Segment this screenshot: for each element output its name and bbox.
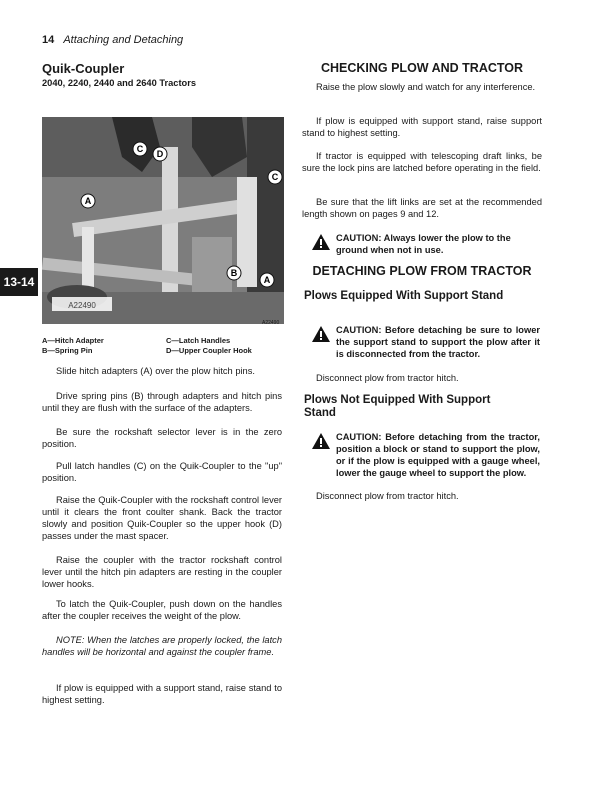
legend-a: A—Hitch Adapter [42,336,104,345]
page-number: 14 [42,34,55,46]
caution-lower-plow-text: CAUTION: Always lower the plow to the ground when not in use. [336,233,511,255]
legend-d: D—Upper Coupler Hook [166,346,252,355]
para-telescoping-links: If tractor is equipped with telescoping draft links, be sure the lock pins are latched before operating in the field. [302,151,542,173]
para-raise-coupler: Raise the Quik-Coupler with the rockshaft control lever until it clears the front coulter shank. Back the tractor slowly and position Quik-Coupler so the upper hook (D) passes under the mast spacer. [42,495,282,541]
callout-a-right: A [263,275,271,285]
para-drive-spring-pins: Drive spring pins (B) through adapters and hitch pins until they are flush with the surface of the adapters. [42,391,282,413]
quik-coupler-heading-block [42,61,196,88]
para-disconnect-1: Disconnect plow from tractor hitch. [316,373,459,383]
section-tab: 13-14 [0,268,38,296]
para-support-stand: If plow is equipped with support stand, raise support stand to highest setting. [302,116,542,138]
callout-b: B [230,268,238,278]
without-stand-heading: Plows Not Equipped With Support Stand [304,394,491,419]
legend-b: B—Spring Pin [42,346,93,355]
para-slide-adapters: Slide hitch adapters (A) over the plow hitch pins. [56,366,255,376]
para-pull-latch: Pull latch handles (C) on the Quik-Coupler to the "up" position. [42,461,282,483]
tractor-models-subheading: 2040, 2240, 2440 and 2640 Tractors [42,78,197,88]
note-latches: NOTE: When the latches are properly locked, the latch handles will be horizontal and against the coupler frame. [42,635,282,657]
para-disconnect-2: Disconnect plow from tractor hitch. [316,491,459,501]
quik-coupler-heading: Quik-Coupler [42,61,125,76]
warning-triangle-icon [312,326,330,342]
legend-c: C—Latch Handles [166,336,231,345]
figure-code: A22490 [68,301,96,310]
para-lift-links: Be sure that the lift links are set at the recommended length shown on pages 9 and 12. [302,197,542,219]
quik-coupler-photo [42,117,284,324]
caution-lower-stand-text: CAUTION: Before detaching be sure to lower the support stand to support the plow after it is disconnected from the tractor. [336,325,540,359]
figure-legend [42,336,282,356]
callout-c-top: C [136,144,144,154]
with-stand-heading-block [304,290,524,303]
photo-illustration [42,117,284,324]
caution-block-stand [312,431,540,479]
caution-block-stand-text: CAUTION: Before detaching from the tractor, position a block or stand to support the plow, or if the plow is equipped with a gauge wheel, lower the gauge wheel to support the plow. [336,432,540,478]
checking-heading: CHECKING PLOW AND TRACTOR [320,61,524,75]
callout-d: D [156,149,164,159]
para-raise-stand: If plow is equipped with a support stand, raise stand to highest setting. [42,683,282,705]
page-header [42,34,183,46]
caution-lower-plow [312,232,540,256]
without-stand-heading-block [304,394,524,420]
warning-triangle-icon [312,234,330,250]
para-raise-to-hooks: Raise the coupler with the tractor rockshaft control lever until the hitch pin adapters are resting in the coupler lower hooks. [42,555,282,589]
caution-lower-stand [312,324,540,360]
figure-code-small: A22490 [262,320,280,326]
para-rockshaft-selector: Be sure the rockshaft selector lever is in the zero position. [42,427,282,449]
callout-a-left: A [84,196,92,206]
para-latch-coupler: To latch the Quik-Coupler, push down on the handles after the coupler receives the weight of the plow. [42,599,282,621]
para-raise-slowly: Raise the plow slowly and watch for any interference. [316,82,536,92]
running-title: Attaching and Detaching [63,34,184,46]
with-stand-heading: Plows Equipped With Support Stand [304,290,504,302]
detaching-heading: DETACHING PLOW FROM TRACTOR [312,264,532,278]
warning-triangle-icon [312,433,330,449]
callout-c-right: C [271,172,279,182]
